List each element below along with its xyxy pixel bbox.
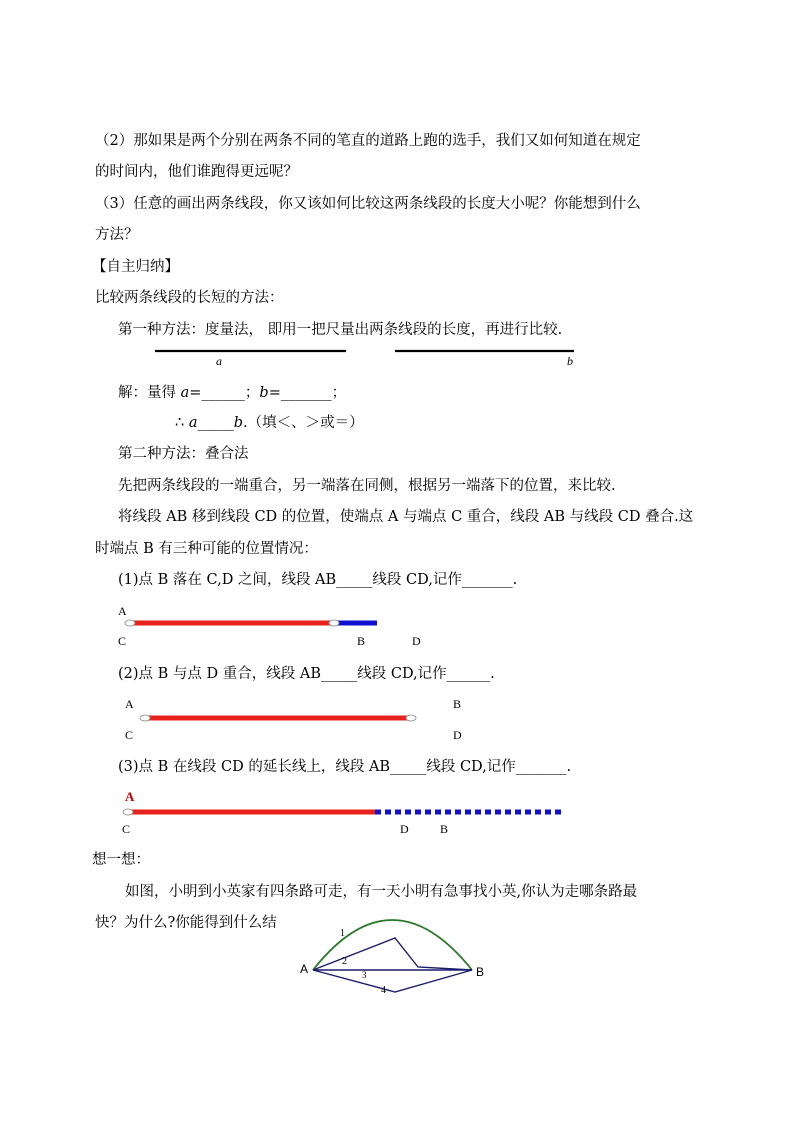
segment-a-label: a bbox=[216, 354, 222, 368]
question-3-line1: （3）任意的画出两条线段，你又该如何比较这两条线段的长度大小呢？你能想到什么 bbox=[95, 196, 641, 212]
case2-label-A: A bbox=[125, 697, 134, 711]
method2-desc: 先把两条线段的一端重合，另一端落在同侧，根据另一端落下的位置，来比较. bbox=[118, 478, 616, 494]
therefore-symbol: ∴ bbox=[175, 415, 189, 431]
question-2-line1: （2）那如果是两个分别在两条不同的笔直的道路上跑的选手，我们又如何知道在规定 bbox=[95, 133, 641, 149]
case1-endpoint-B bbox=[329, 620, 339, 626]
method2-move-line2: 时端点 B 有三种可能的位置情况： bbox=[95, 541, 318, 557]
case3-endpoint-A bbox=[123, 809, 133, 815]
method2-title: 第二种方法：叠合法 bbox=[118, 446, 249, 462]
solve-a-var: a bbox=[180, 385, 190, 401]
method2-move-line1: 将线段 AB 移到线段 CD 的位置，使端点 A 与端点 C 重合，线段 AB 与线段 CD 叠合.这 bbox=[118, 509, 694, 525]
solve-b-var: b bbox=[259, 385, 269, 401]
case3-label-C: C bbox=[122, 822, 131, 836]
route-point-B: B bbox=[476, 965, 485, 979]
case1-label-A: A bbox=[118, 604, 127, 618]
route-4-polyline bbox=[313, 970, 472, 992]
case1-label-B: B bbox=[357, 634, 366, 648]
case1-label-D: D bbox=[412, 634, 421, 648]
think-line2: 快？为什么?你能得到什么结 bbox=[95, 915, 277, 931]
case3-label-D: D bbox=[400, 822, 409, 836]
route-point-A: A bbox=[300, 962, 309, 976]
solve-a-blank: =______； bbox=[189, 385, 260, 401]
therefore-blank: _____ bbox=[197, 415, 234, 431]
route-1-arc bbox=[313, 920, 472, 970]
therefore-b-var: b bbox=[233, 415, 244, 431]
therefore-a-var: a bbox=[188, 415, 198, 431]
case2-text: (2)点 B 与点 D 重合，线段 AB_____线段 CD,记作______. bbox=[118, 666, 495, 682]
case2-endpoint-A bbox=[140, 715, 150, 721]
think-heading: 想一想： bbox=[92, 852, 150, 868]
question-2-line2: 的时间内，他们谁跑得更远呢？ bbox=[95, 164, 298, 180]
route-label-3: 3 bbox=[362, 970, 367, 980]
route-label-1: 1 bbox=[340, 928, 345, 939]
case2-endpoint-B bbox=[406, 715, 416, 721]
case3-label-B: B bbox=[440, 822, 449, 836]
think-line1: 如图，小明到小英家有四条路可走，有一天小明有急事找小英,你认为走哪条路最 bbox=[125, 884, 638, 900]
question-3-line2: 方法？ bbox=[95, 227, 139, 243]
route-label-4: 4 bbox=[381, 985, 386, 996]
case2-label-B: B bbox=[453, 697, 462, 711]
therefore-hint: .（填＜、＞或＝） bbox=[243, 415, 364, 431]
method-intro: 比较两条线段的长短的方法： bbox=[95, 290, 284, 306]
segment-b-label: b bbox=[567, 354, 573, 368]
case3-text: (3)点 B 在线段 CD 的延长线上，线段 AB_____线段 CD,记作_______. bbox=[118, 759, 572, 775]
case1-text: (1)点 B 落在 C,D 之间，线段 AB_____线段 CD,记作_______. bbox=[118, 572, 518, 588]
solve-prefix: 解：量得 bbox=[118, 385, 181, 401]
therefore-line bbox=[175, 413, 364, 433]
case1-endpoint-A bbox=[125, 620, 135, 626]
route-2-polyline bbox=[313, 938, 472, 970]
route-label-2: 2 bbox=[342, 956, 347, 967]
case2-label-D: D bbox=[453, 728, 462, 742]
section-heading: 【自主归纳】 bbox=[92, 259, 179, 275]
case2-label-C: C bbox=[125, 728, 134, 742]
solve-line bbox=[118, 383, 346, 403]
case3-label-A: A bbox=[125, 789, 135, 804]
case1-label-C: C bbox=[118, 634, 127, 648]
solve-b-blank: =_______； bbox=[268, 385, 347, 401]
method1-title: 第一种方法：度量法， 即用一把尺量出两条线段的长度，再进行比较. bbox=[118, 322, 563, 338]
